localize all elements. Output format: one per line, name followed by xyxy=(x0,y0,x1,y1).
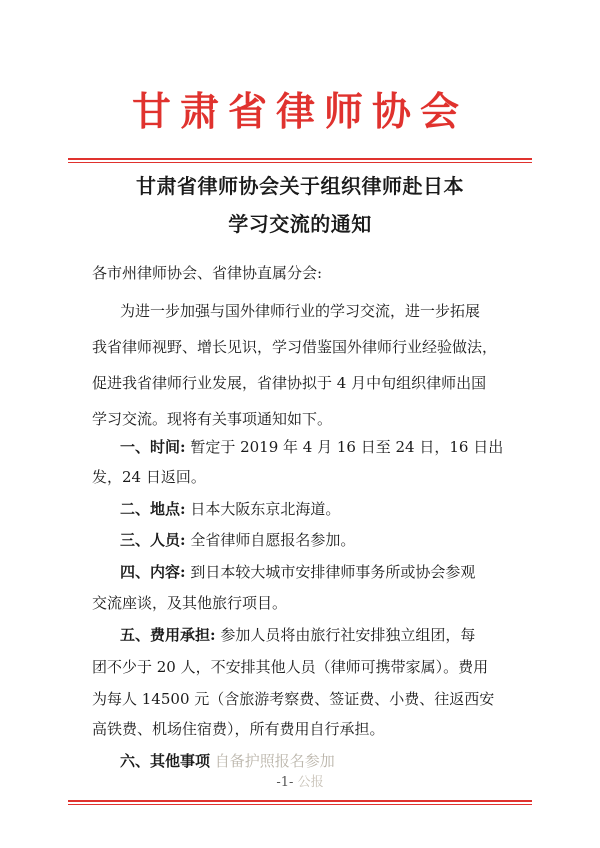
item-content-text: 到日本较大城市安排律师事务所或协会参观 xyxy=(185,563,476,581)
intro-line-3: 促进我省律师行业发展，省律协拟于 4 月中旬组织律师出国 xyxy=(92,374,487,392)
item-time-text: 暂定于 2019 年 4 月 16 日至 24 日，16 日出 xyxy=(185,438,504,456)
item-other-label: 六、其他事项 xyxy=(120,752,211,770)
notice-title-line-1: 甘肃省律师协会关于组织律师赴日本 xyxy=(136,174,464,198)
item-time-label: 一、时间: xyxy=(120,438,186,456)
item-cost-text: 参加人员将由旅行社安排独立组团，每 xyxy=(215,626,476,644)
item-time xyxy=(120,436,528,458)
letterhead-rule-thin xyxy=(68,162,532,163)
item-participants-label: 三、人员: xyxy=(120,531,186,549)
letterhead-title: 甘肃省律师协会 xyxy=(131,89,468,135)
item-cost-cont-1: 团不少于 20 人，不安排其他人员（律师可携带家属）。费用 xyxy=(92,658,489,676)
item-location-label: 二、地点: xyxy=(120,500,186,518)
footer-page-number xyxy=(0,771,600,790)
notice-title-line-2: 学习交流的通知 xyxy=(228,212,372,236)
letterhead-rule-thick xyxy=(68,158,532,160)
intro-line-1: 为进一步加强与国外律师行业的学习交流，进一步拓展 xyxy=(120,302,481,320)
salutation: 各市州律师协会、省律协直属分会: xyxy=(92,264,323,282)
item-content xyxy=(120,561,528,583)
intro-line-2: 我省律师视野、增长见识，学习借鉴国外律师行业经验做法， xyxy=(92,338,498,356)
footer-rule-thick xyxy=(68,800,532,802)
item-location xyxy=(120,498,528,520)
item-cost xyxy=(120,624,528,646)
intro-line-4: 学习交流。现将有关事项通知如下。 xyxy=(92,410,333,428)
item-participants-text: 全省律师自愿报名参加。 xyxy=(185,531,356,549)
item-other-text: 自备护照报名参加 xyxy=(210,752,335,770)
item-location-text: 日本大阪东京北海道。 xyxy=(185,500,341,518)
page-bleed-text: 公报 xyxy=(297,775,324,790)
item-other xyxy=(120,750,528,772)
item-cost-cont-3: 高铁费、机场住宿费），所有费用自行承担。 xyxy=(92,720,385,738)
item-cost-cont-2: 为每人 14500 元（含旅游考察费、签证费、小费、往返西安 xyxy=(92,690,495,708)
page-number: -1- xyxy=(276,775,294,790)
item-content-label: 四、内容: xyxy=(120,563,186,581)
item-cost-label: 五、费用承担: xyxy=(120,626,216,644)
item-time-cont: 发，24 日返回。 xyxy=(92,468,206,486)
footer-rule-thin xyxy=(68,804,532,805)
item-participants xyxy=(120,529,528,551)
item-content-cont: 交流座谈，及其他旅行项目。 xyxy=(92,594,288,612)
